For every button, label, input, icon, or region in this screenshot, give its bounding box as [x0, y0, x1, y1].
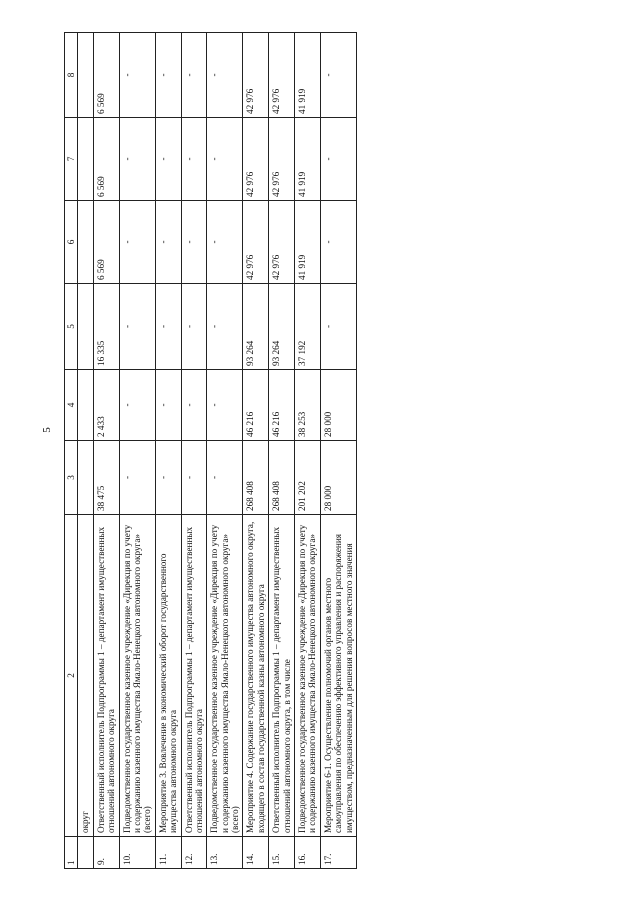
- value-col-5: -: [207, 284, 243, 370]
- table-row: [269, 33, 295, 869]
- value-col-3: -: [155, 441, 181, 515]
- column-header: 2: [65, 515, 78, 837]
- value-col-6: 42 976: [269, 201, 295, 284]
- table-row: [207, 33, 243, 869]
- row-number: 15.: [269, 837, 295, 869]
- value-col-7: -: [207, 118, 243, 201]
- value-col-8: 41 919: [295, 33, 321, 118]
- row-name: Ответственный исполнитель Подпрограммы 1 – департамент имущественных отношений автономного округа: [181, 515, 207, 837]
- table-body: [78, 33, 357, 869]
- value-col-4: -: [119, 370, 155, 441]
- value-col-3: -: [181, 441, 207, 515]
- row-name: Мероприятие 6-1. Осуществление полномочий органов местного самоуправления по обеспечению эффективного управления и распоряжения имуществом, предназначенным для решения вопросов местного значения: [320, 515, 356, 837]
- page-number: 5: [41, 427, 53, 433]
- table-row: [181, 33, 207, 869]
- column-header: 8: [65, 33, 78, 118]
- table-row: [119, 33, 155, 869]
- value-col-7: 42 976: [269, 118, 295, 201]
- row-number: 17.: [320, 837, 356, 869]
- row-number: 16.: [295, 837, 321, 869]
- value-col-4: [78, 370, 93, 441]
- value-col-8: [78, 33, 93, 118]
- value-col-7: -: [119, 118, 155, 201]
- funding-table: [64, 32, 357, 869]
- value-col-7: 42 976: [243, 118, 269, 201]
- column-header: 6: [65, 201, 78, 284]
- value-col-6: -: [181, 201, 207, 284]
- value-col-7: -: [181, 118, 207, 201]
- table-row: [243, 33, 269, 869]
- value-col-7: 41 919: [295, 118, 321, 201]
- column-header: 4: [65, 370, 78, 441]
- rotated-table-container: [64, 33, 605, 869]
- value-col-6: 6 569: [93, 201, 119, 284]
- column-header: 7: [65, 118, 78, 201]
- table-row: [155, 33, 181, 869]
- table-row: [78, 33, 93, 869]
- value-col-6: 42 976: [243, 201, 269, 284]
- value-col-7: -: [320, 118, 356, 201]
- value-col-4: -: [155, 370, 181, 441]
- value-col-4: 38 253: [295, 370, 321, 441]
- header-row: [65, 33, 78, 869]
- value-col-5: -: [119, 284, 155, 370]
- value-col-6: 41 919: [295, 201, 321, 284]
- row-number: 14.: [243, 837, 269, 869]
- value-col-5: -: [181, 284, 207, 370]
- row-number: [78, 837, 93, 869]
- value-col-6: -: [119, 201, 155, 284]
- value-col-3: -: [119, 441, 155, 515]
- row-name: Подведомственное государственное казенное учреждение «Дирекция по учету и содержанию казенного имущества Ямало-Ненецкого автономного округа» (всего): [119, 515, 155, 837]
- value-col-3: 201 202: [295, 441, 321, 515]
- value-col-7: [78, 118, 93, 201]
- value-col-8: -: [207, 33, 243, 118]
- value-col-5: 93 264: [243, 284, 269, 370]
- row-name: округ: [78, 515, 93, 837]
- column-header: 1: [65, 837, 78, 869]
- row-name: Ответственный исполнитель Подпрограммы 1 – департамент имущественных отношений автономного округа: [93, 515, 119, 837]
- row-name: Подведомственное государственное казенное учреждение «Дирекция по учету и содержанию казенного имущества Ямало-Ненецкого автономного округа» (всего): [207, 515, 243, 837]
- value-col-4: 46 216: [269, 370, 295, 441]
- value-col-4: -: [181, 370, 207, 441]
- value-col-7: 6 569: [93, 118, 119, 201]
- value-col-4: -: [207, 370, 243, 441]
- value-col-3: 28 000: [320, 441, 356, 515]
- value-col-4: 2 433: [93, 370, 119, 441]
- value-col-8: 42 976: [269, 33, 295, 118]
- table-row: [93, 33, 119, 869]
- value-col-6: -: [207, 201, 243, 284]
- column-header: 5: [65, 284, 78, 370]
- value-col-4: 46 216: [243, 370, 269, 441]
- value-col-6: -: [320, 201, 356, 284]
- table-row: [295, 33, 321, 869]
- value-col-8: 42 976: [243, 33, 269, 118]
- column-header: 3: [65, 441, 78, 515]
- value-col-8: -: [155, 33, 181, 118]
- value-col-8: 6 569: [93, 33, 119, 118]
- row-name: Ответственный исполнитель Подпрограммы 1 – департамент имущественных отношений автономного округа, в том числе: [269, 515, 295, 837]
- value-col-6: -: [155, 201, 181, 284]
- value-col-5: 93 264: [269, 284, 295, 370]
- value-col-3: 268 408: [269, 441, 295, 515]
- row-number: 12.: [181, 837, 207, 869]
- row-name: Подведомственное государственное казенное учреждение «Дирекция по учету и содержанию казенного имущества Ямало-Ненецкого автономного округа»: [295, 515, 321, 837]
- value-col-6: [78, 201, 93, 284]
- value-col-3: 38 475: [93, 441, 119, 515]
- row-name: Мероприятие 4. Содержание государственного имущества автономного округа, входящего в состав государственной казны автономного округа: [243, 515, 269, 837]
- value-col-7: -: [155, 118, 181, 201]
- value-col-5: -: [155, 284, 181, 370]
- value-col-3: -: [207, 441, 243, 515]
- value-col-5: 16 335: [93, 284, 119, 370]
- value-col-8: -: [119, 33, 155, 118]
- value-col-5: -: [320, 284, 356, 370]
- value-col-8: -: [320, 33, 356, 118]
- row-number: 11.: [155, 837, 181, 869]
- value-col-5: [78, 284, 93, 370]
- value-col-3: 268 408: [243, 441, 269, 515]
- value-col-8: -: [181, 33, 207, 118]
- value-col-5: 37 192: [295, 284, 321, 370]
- row-number: 9.: [93, 837, 119, 869]
- row-number: 10.: [119, 837, 155, 869]
- row-name: Мероприятие 3. Вовлечение в экономический оборот государственного имущества автономного округа: [155, 515, 181, 837]
- table-row: [320, 33, 356, 869]
- value-col-4: 28 000: [320, 370, 356, 441]
- row-number: 13.: [207, 837, 243, 869]
- value-col-3: [78, 441, 93, 515]
